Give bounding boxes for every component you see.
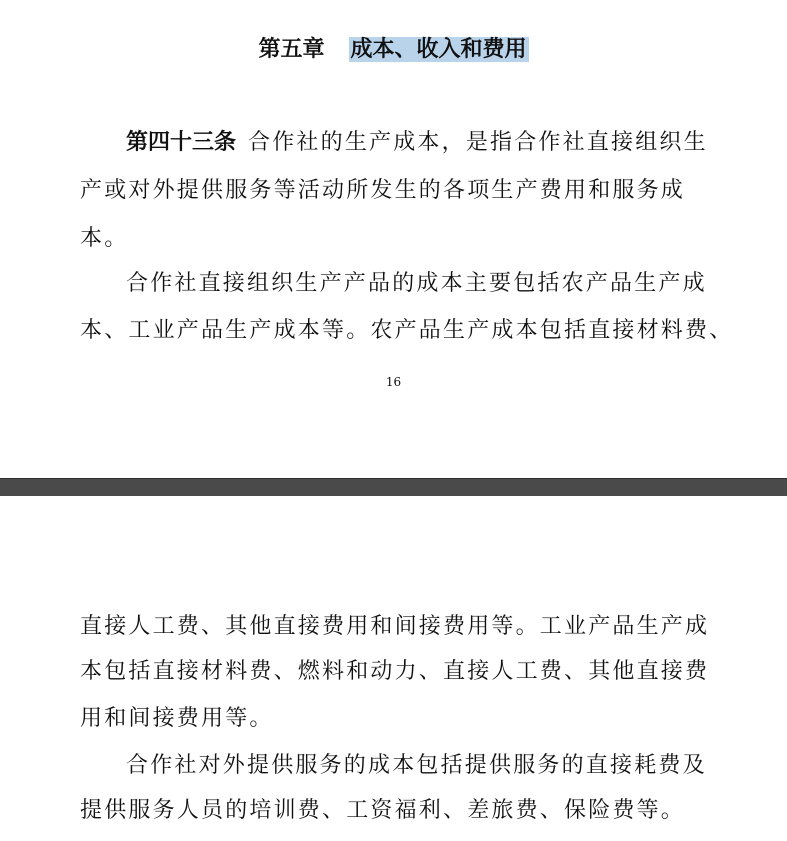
- page-divider: [0, 478, 787, 496]
- paragraph-line: 合作社对外提供服务的成本包括提供服务的直接耗费及: [126, 753, 707, 778]
- paragraph-line: 合作社直接组织生产产品的成本主要包括农产品生产成: [126, 271, 707, 296]
- article-text: 合作社的生产成本，是指合作社直接组织生: [248, 130, 708, 155]
- paragraph-line: 用和间接费用等。: [80, 706, 274, 731]
- paragraph-line: 本。: [80, 226, 129, 251]
- page-number: 16: [385, 375, 402, 389]
- paragraph-line: 本、工业产品生产成本等。农产品生产成本包括直接材料费、: [80, 318, 734, 343]
- document-page-bottom: [0, 496, 787, 841]
- article-label: 第四十三条: [126, 130, 237, 155]
- chapter-title-selected[interactable]: 成本、收入和费用: [350, 37, 527, 62]
- paragraph-line: 本包括直接材料费、燃料和动力、直接人工费、其他直接费: [80, 659, 710, 684]
- chapter-heading: [0, 33, 787, 67]
- chapter-label: 第五章: [258, 37, 325, 62]
- paragraph-line: 产或对外提供服务等活动所发生的各项生产费用和服务成: [80, 178, 686, 203]
- paragraph-line: 提供服务人员的培训费、工资福利、差旅费、保险费等。: [80, 798, 686, 823]
- paragraph-line: [126, 128, 708, 158]
- paragraph-line: 直接人工费、其他直接费用和间接费用等。工业产品生产成: [80, 614, 710, 639]
